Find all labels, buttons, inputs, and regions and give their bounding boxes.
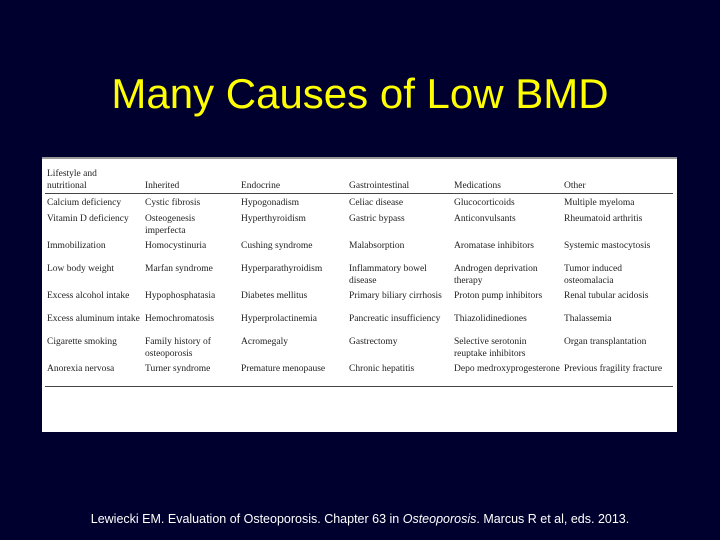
table-cell: Hypophosphatasia: [145, 291, 216, 301]
table-cell: Anticonvulsants: [454, 214, 516, 224]
citation-details: . Marcus R et al, eds. 2013.: [476, 512, 630, 526]
table-row: [45, 194, 673, 211]
table-cell: Gastric bypass: [349, 214, 405, 224]
table-cell: Androgen deprivation therapy: [454, 264, 538, 286]
table-cell: Proton pump inhibitors: [454, 291, 543, 301]
table-cell: Homocystinuria: [145, 241, 207, 251]
table-cell: Cystic fibrosis: [145, 198, 201, 208]
table-cell: Vitamin D deficiency: [47, 214, 129, 224]
table-cell: Family history of osteoporosis: [145, 337, 211, 359]
table-cell: Excess alcohol intake: [47, 291, 130, 301]
slide-title: Many Causes of Low BMD: [111, 70, 609, 117]
table-cell: Depo medroxyprogesterone: [452, 360, 562, 387]
table-cell: Rheumatoid arthritis: [564, 214, 643, 224]
table-cell: Osteogenesis imperfecta: [145, 214, 196, 236]
table-cell: Pancreatic insufficiency: [349, 314, 441, 324]
table-cell: Acromegaly: [241, 337, 288, 347]
table-cell: Thiazolidinediones: [454, 314, 527, 324]
citation-text: Lewiecki EM. Evaluation of Osteoporosis. Chapter 63 in: [90, 512, 403, 526]
table-cell: Celiac disease: [349, 198, 404, 208]
causes-table: [45, 161, 673, 387]
table-top-rule: [42, 157, 677, 159]
table-cell: Turner syndrome: [143, 360, 239, 387]
table-row: [45, 310, 673, 333]
table-cell: Anorexia nervosa: [45, 360, 143, 387]
citation: [0, 512, 720, 526]
table-row: [45, 260, 673, 287]
table-cell: Glucocorticoids: [454, 198, 515, 208]
table-cell: Malabsorption: [349, 241, 405, 251]
table-cell: Hyperparathyroidism: [241, 264, 323, 274]
citation-book-title: Osteoporosis: [402, 512, 477, 526]
header-inherited: Inherited: [143, 161, 239, 194]
table-cell: Hemochromatosis: [145, 314, 215, 324]
table-cell: Tumor induced osteomalacia: [564, 264, 622, 286]
table-cell: Hyperprolactinemia: [241, 314, 317, 324]
table-cell: Low body weight: [47, 264, 115, 274]
table-cell: Cushing syndrome: [241, 241, 313, 251]
table-cell: Hypogonadism: [241, 198, 300, 208]
table-cell: Multiple myeloma: [564, 198, 635, 208]
table-cell: Premature menopause: [239, 360, 347, 387]
header-endocrine: Endocrine: [239, 161, 347, 194]
table-cell: Previous fragility fracture: [562, 360, 673, 387]
header-medications: Medications: [452, 161, 562, 194]
header-lifestyle: Lifestyle and nutritional: [45, 161, 143, 194]
table-cell: Renal tubular acidosis: [564, 291, 649, 301]
table-row: [45, 210, 673, 237]
table-cell: Organ transplantation: [564, 337, 647, 347]
table-row: [45, 360, 673, 387]
table-cell: Systemic mastocytosis: [564, 241, 651, 251]
table-cell: Primary biliary cirrhosis: [349, 291, 442, 301]
table-cell: Selective serotonin reuptake inhibitors: [454, 337, 527, 359]
table-cell: Aromatase inhibitors: [454, 241, 534, 251]
table-cell: Gastrectomy: [349, 337, 398, 347]
table-row: [45, 237, 673, 260]
table-body: [45, 194, 673, 387]
table-header-row: [45, 161, 673, 194]
header-gastrointestinal: Gastrointestinal: [347, 161, 452, 194]
table-cell: Cigarette smoking: [47, 337, 117, 347]
table-row: [45, 333, 673, 360]
table-cell: Inflammatory bowel disease: [349, 264, 427, 286]
table-cell: Immobilization: [47, 241, 106, 251]
header-other: Other: [562, 161, 673, 194]
table-cell: Marfan syndrome: [145, 264, 213, 274]
table-cell: Hyperthyroidism: [241, 214, 306, 224]
table-row: [45, 287, 673, 310]
table-cell: Thalassemia: [564, 314, 612, 324]
table-cell: Chronic hepatitis: [347, 360, 452, 387]
table-cell: Calcium deficiency: [47, 198, 122, 208]
causes-table-image: [42, 157, 677, 432]
table-cell: Diabetes mellitus: [241, 291, 308, 301]
table-cell: Excess aluminum intake: [47, 314, 140, 324]
